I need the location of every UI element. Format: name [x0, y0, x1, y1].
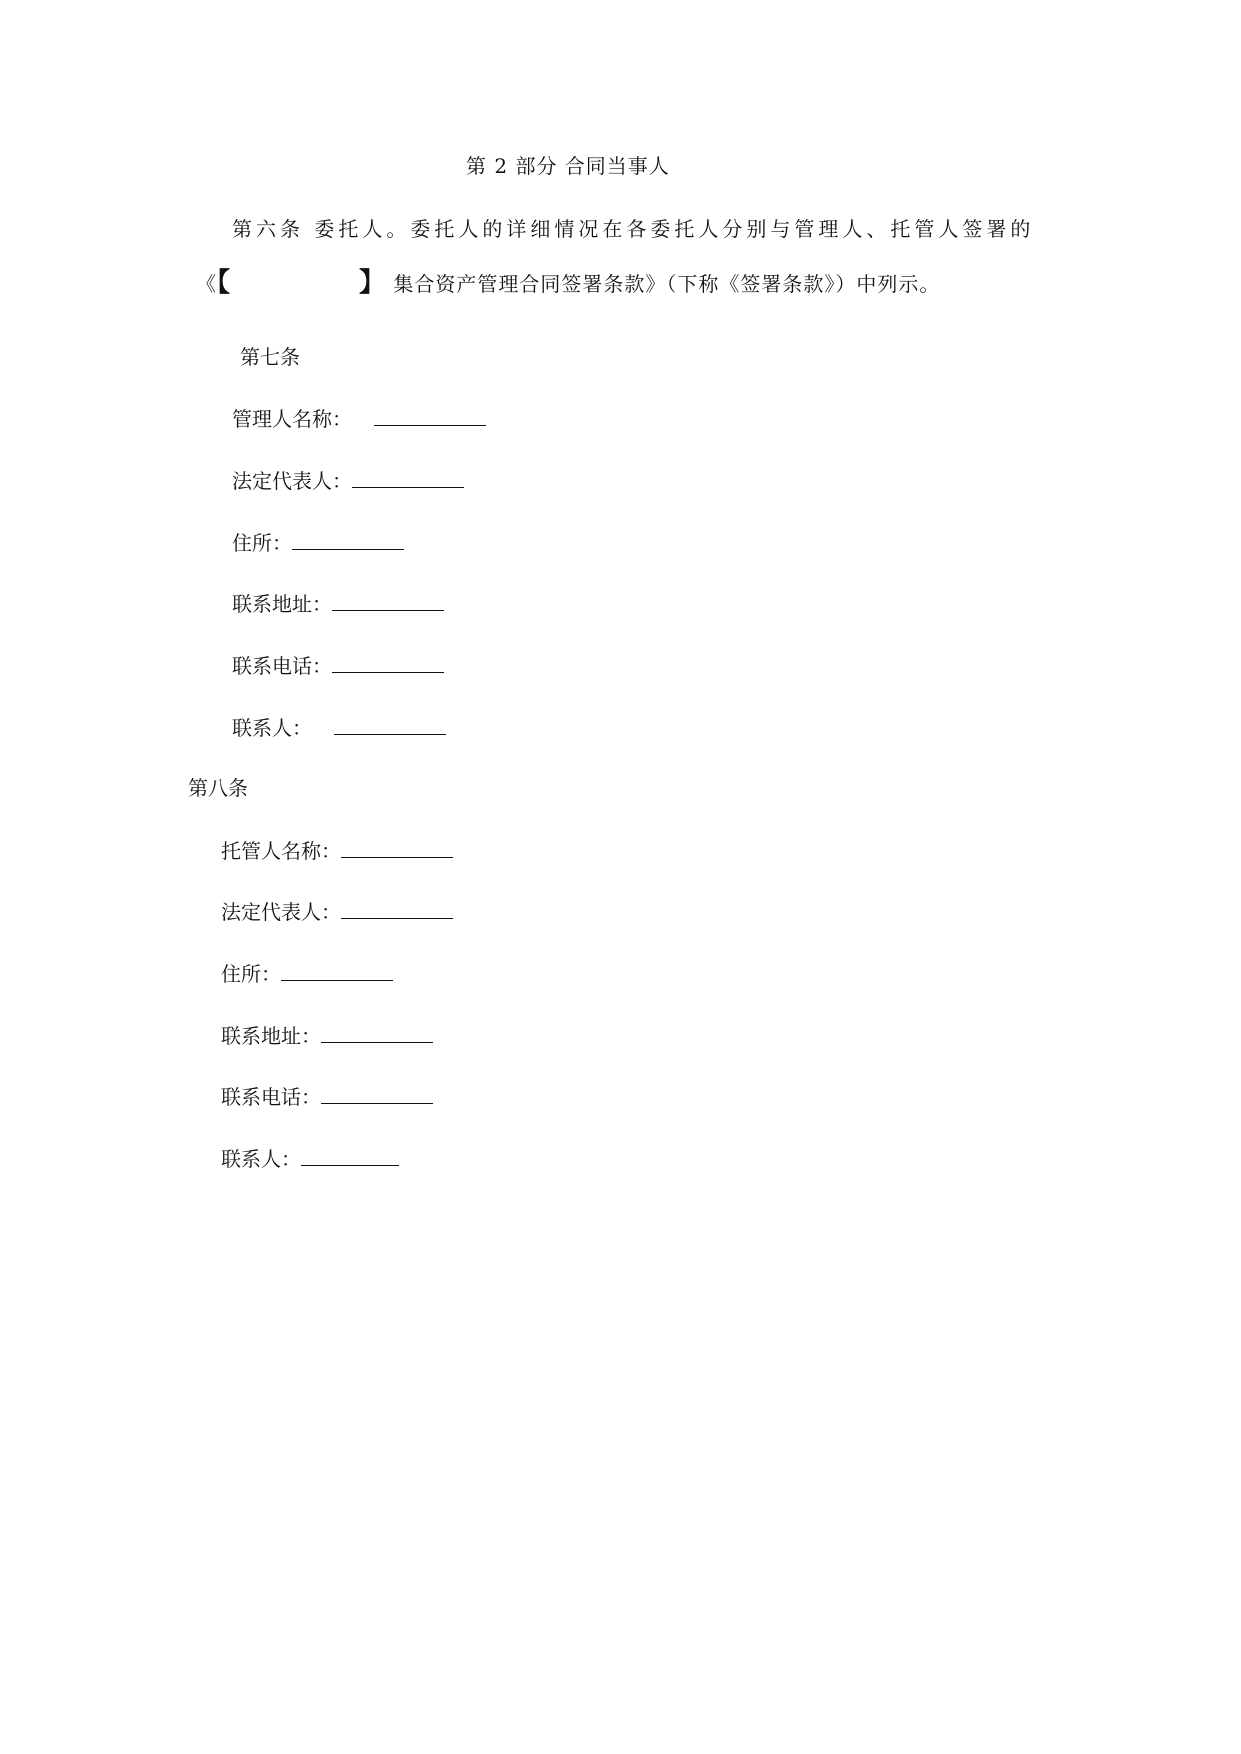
article8-phone-row [221, 1083, 433, 1110]
field-label: 法定代表人： [221, 900, 341, 924]
bracket-close: 】 [359, 268, 387, 298]
field-label: 住所： [232, 531, 292, 555]
field-label: 联系地址： [232, 592, 332, 616]
article8-contact-person-row [221, 1145, 399, 1172]
contact-person-blank[interactable] [301, 1145, 399, 1166]
field-label: 联系电话： [232, 654, 332, 678]
phone-blank[interactable] [321, 1083, 433, 1104]
article7-manager-name-row [232, 405, 486, 432]
contact-address-blank[interactable] [332, 590, 444, 611]
bracket-open: 【 [217, 268, 232, 298]
article6-line1: 第六条 委托人。委托人的详细情况在各委托人分别与管理人、托管人签署的 [232, 217, 1035, 241]
manager-name-blank[interactable] [374, 405, 486, 426]
custodian-name-blank[interactable] [341, 837, 453, 858]
article6-line2 [196, 270, 940, 297]
contact-person-blank[interactable] [334, 714, 446, 735]
field-label: 管理人名称： [232, 407, 352, 431]
article7-phone-row [232, 652, 444, 679]
address-blank[interactable] [281, 960, 393, 981]
article7-heading: 第七条 [240, 345, 300, 369]
article6-line2-text: 集合资产管理合同签署条款》（下称《签署条款》）中列示。 [393, 272, 941, 296]
address-blank[interactable] [292, 529, 404, 550]
part-title: 第 2 部分 合同当事人 [466, 154, 670, 178]
article8-address-row [221, 960, 393, 987]
article8-heading: 第八条 [188, 776, 248, 800]
legal-rep-blank[interactable] [341, 898, 453, 919]
field-label: 联系电话： [221, 1085, 321, 1109]
field-label: 托管人名称： [221, 839, 341, 863]
field-label: 住所： [221, 962, 281, 986]
contact-address-blank[interactable] [321, 1022, 433, 1043]
field-label: 联系人： [221, 1147, 301, 1171]
article7-address-row [232, 529, 404, 556]
field-label: 法定代表人： [232, 469, 352, 493]
article8-custodian-name-row [221, 837, 453, 864]
field-label: 联系人： [232, 716, 312, 740]
article7-legal-rep-row [232, 467, 464, 494]
legal-rep-blank[interactable] [352, 467, 464, 488]
open-book-quote: 《 [196, 272, 217, 296]
article7-contact-person-row [232, 714, 446, 741]
field-label: 联系地址： [221, 1024, 321, 1048]
article8-legal-rep-row [221, 898, 453, 925]
phone-blank[interactable] [332, 652, 444, 673]
article8-contact-address-row [221, 1022, 433, 1049]
article7-contact-address-row [232, 590, 444, 617]
